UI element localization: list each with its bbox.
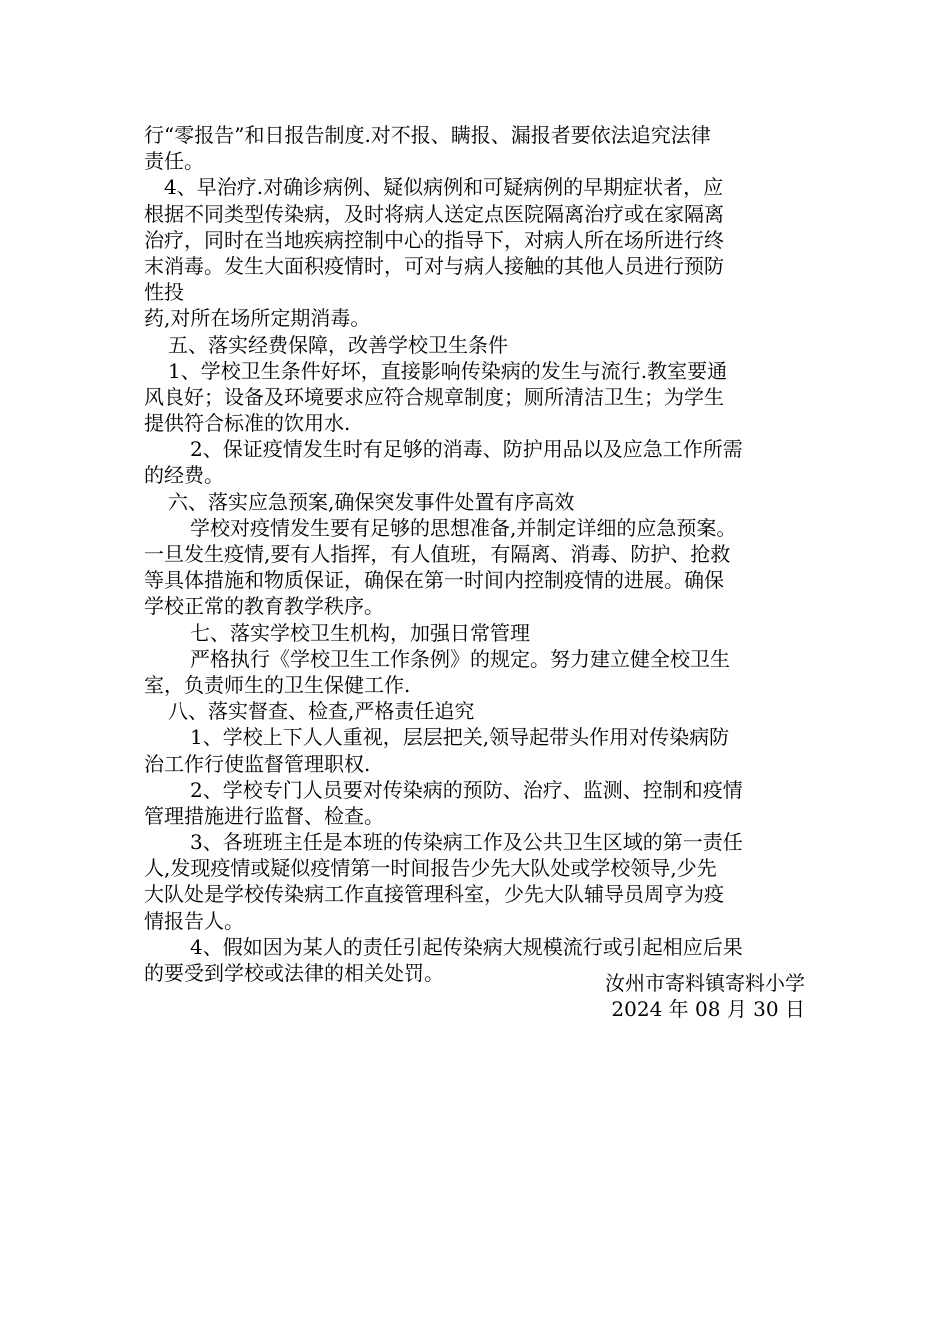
paragraph-line: 1、学校上下人人重视，层层把关,领导起带头作用对传染病防: [190, 725, 730, 750]
paragraph-line: 室，负责师生的卫生保健工作.: [144, 672, 411, 697]
paragraph-line: 4、假如因为某人的责任引起传染病大规模流行或引起相应后果: [190, 934, 743, 959]
paragraph-line: 治工作行使监督管理职权.: [144, 751, 371, 776]
signature-organization: 汝州市寄料镇寄料小学: [605, 971, 805, 995]
paragraph-line: 2、学校专门人员要对传染病的预防、治疗、监测、控制和疫情: [190, 777, 743, 802]
paragraph-line: 4、早治疗.对确诊病例、疑似病例和可疑病例的早期症状者，应: [164, 175, 724, 200]
paragraph-line: 管理措施进行监督、检查。: [144, 803, 384, 828]
paragraph-line: 3、各班班主任是本班的传染病工作及公共卫生区域的第一责任: [190, 830, 743, 855]
paragraph-line: 严格执行《学校卫生工作条例》的规定。努力建立健全校卫生: [190, 646, 730, 671]
paragraph-line: 的要受到学校或法律的相关处罚。: [144, 961, 444, 985]
document-body: [144, 122, 806, 986]
paragraph-line: 2、保证疫情发生时有足够的消毒、防护用品以及应急工作所需: [190, 437, 743, 462]
paragraph-line: 情报告人。: [144, 908, 244, 933]
paragraph-line: 人,发现疫情或疑似疫情第一时间报告少先大队处或学校领导,少先: [144, 856, 717, 881]
paragraph-line: 学校对疫情发生要有足够的思想准备,并制定详细的应急预案。: [190, 515, 737, 540]
paragraph-line: 药,对所在场所定期消毒。: [144, 306, 371, 331]
paragraph-line: 的经费。: [144, 463, 224, 488]
paragraph-line: 大队处是学校传染病工作直接管理科室，少先大队辅导员周亨为疫: [144, 882, 724, 907]
paragraph-line: 责任。: [144, 149, 204, 174]
signature-date: 2024 年 08 月 30 日: [611, 997, 805, 1021]
paragraph-line: 学校正常的教育教学秩序。: [144, 594, 384, 619]
paragraph-line: 末消毒。发生大面积疫情时，可对与病人接触的其他人员进行预防: [144, 253, 724, 278]
paragraph-line: 七、落实学校卫生机构，加强日常管理: [190, 620, 530, 645]
paragraph-line: 治疗，同时在当地疾病控制中心的指导下，对病人所在场所进行终: [144, 227, 724, 252]
paragraph-line: 性投: [144, 280, 184, 305]
paragraph-line: 行“零报告”和日报告制度.对不报、瞒报、漏报者要依法追究法律: [144, 123, 711, 147]
paragraph-line: 等具体措施和物质保证，确保在第一时间内控制疫情的进展。确保: [144, 568, 724, 593]
signature-block: [605, 970, 805, 1022]
paragraph-line: 1、学校卫生条件好坏，直接影响传染病的发生与流行.教室要通: [168, 358, 728, 383]
paragraph-line: 根据不同类型传染病，及时将病人送定点医院隔离治疗或在家隔离: [144, 201, 724, 226]
paragraph-line: 一旦发生疫情,要有人指挥，有人值班，有隔离、消毒、防护、抢救: [144, 542, 731, 566]
paragraph-line: 八、落实督查、检查,严格责任追究: [168, 699, 475, 724]
paragraph-line: 风良好；设备及环境要求应符合规章制度；厕所清洁卫生；为学生: [144, 384, 724, 409]
paragraph-line: 五、落实经费保障，改善学校卫生条件: [168, 332, 508, 357]
paragraph-line: 提供符合标准的饮用水.: [144, 411, 351, 436]
paragraph-line: 六、落实应急预案,确保突发事件处置有序高效: [168, 489, 575, 514]
